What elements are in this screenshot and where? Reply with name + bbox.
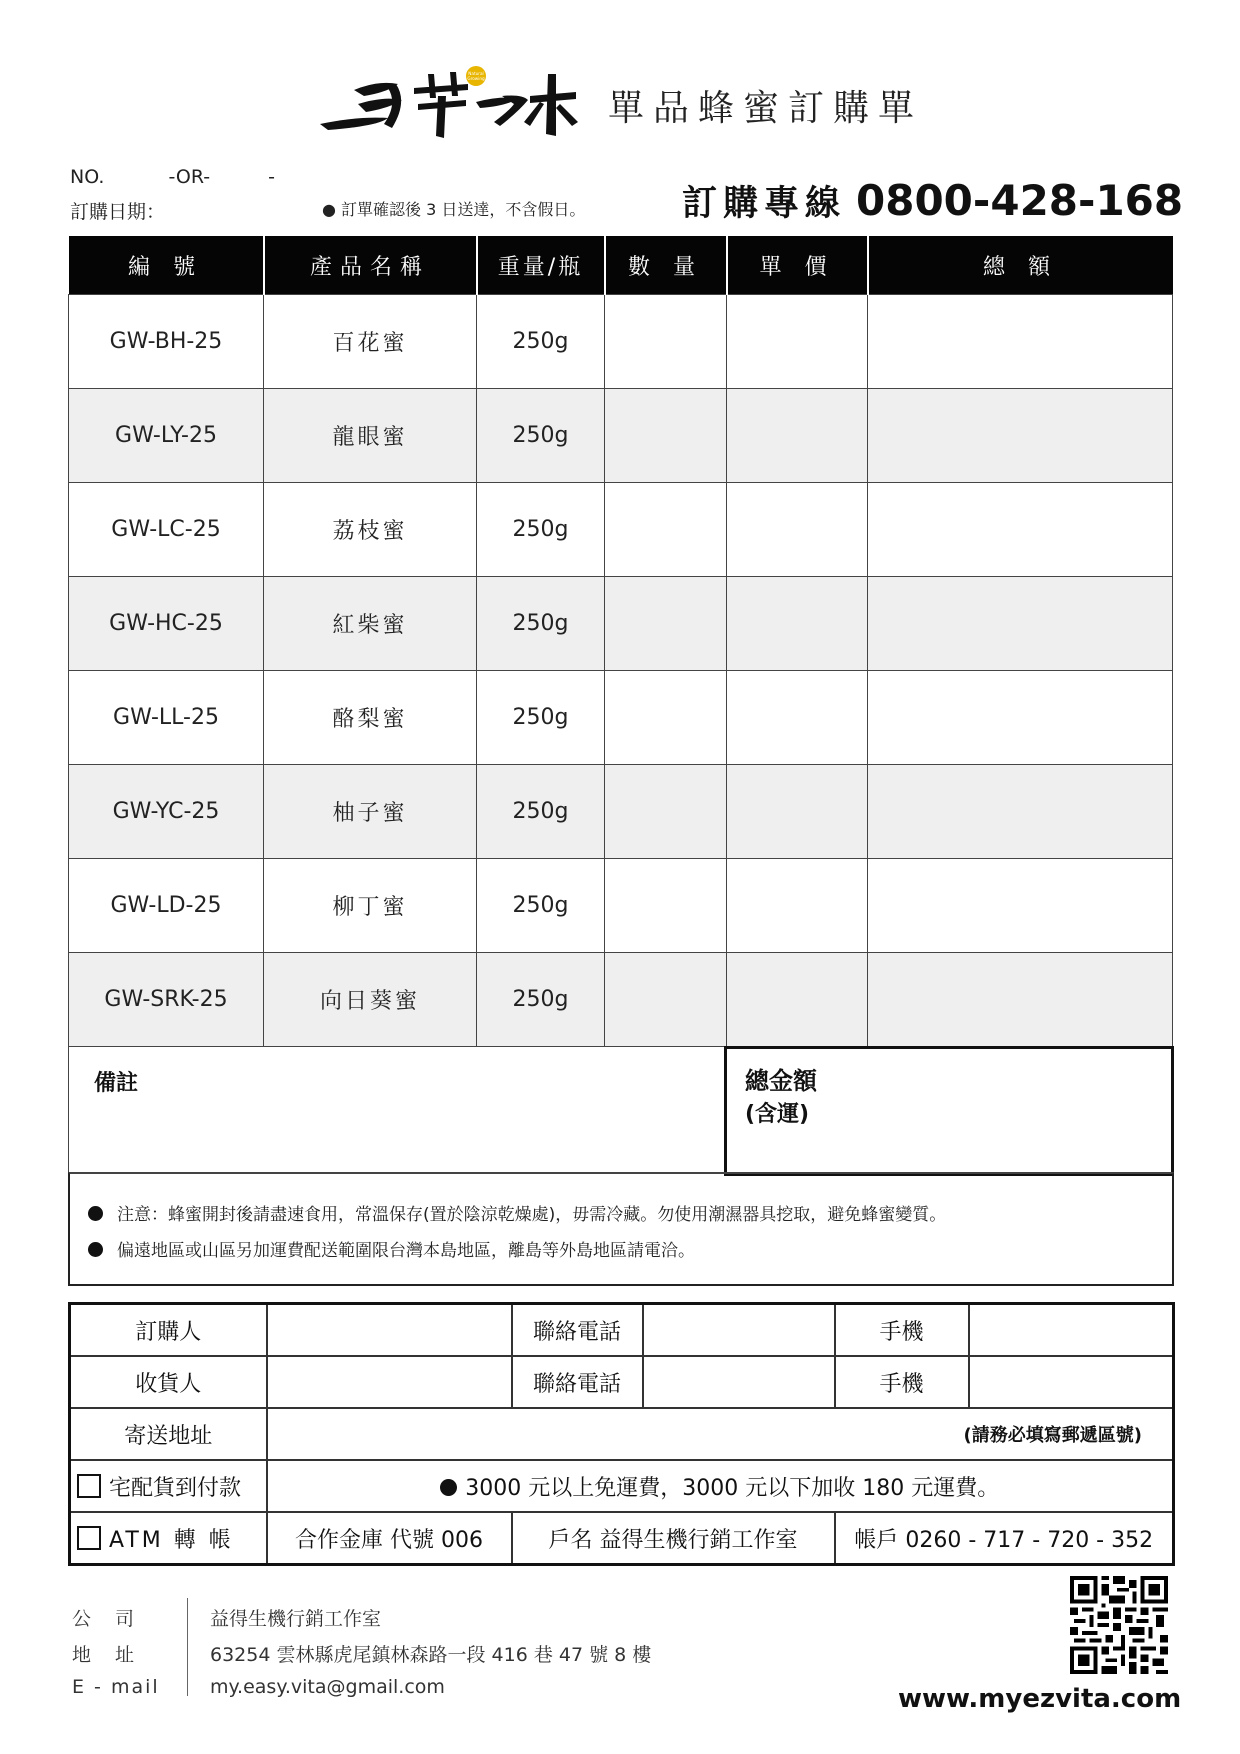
orderer-mobile-input[interactable] xyxy=(969,1304,1174,1357)
logo-badge-top: Natural xyxy=(468,71,484,76)
product-name: 向日葵蜜 xyxy=(264,953,477,1047)
brand-logo xyxy=(318,66,580,140)
unit-price-cell[interactable] xyxy=(727,295,868,389)
product-name: 龍眼蜜 xyxy=(264,389,477,483)
address-input[interactable] xyxy=(267,1408,1174,1460)
order-no-mid: -OR- xyxy=(168,166,211,188)
unit-price-cell[interactable] xyxy=(727,671,868,765)
table-row xyxy=(69,577,1173,671)
address-row xyxy=(70,1408,1174,1460)
product-weight: 250g xyxy=(477,859,605,953)
account-name: 戶名 益得生機行銷工作室 xyxy=(512,1512,835,1565)
quantity-cell[interactable] xyxy=(605,953,727,1047)
atm-label: ATM 轉 帳 xyxy=(109,1527,234,1553)
note-item xyxy=(88,1200,946,1225)
receiver-mobile-label: 手機 xyxy=(835,1356,969,1408)
note-text: 注意：蜂蜜開封後請盡速食用，常溫保存(置於陰涼乾燥處)，毋需冷藏。勿使用潮濕器具挖取，避免蜂蜜變質。 xyxy=(117,1205,947,1225)
product-name: 柚子蜜 xyxy=(264,765,477,859)
order-date-label: 訂購日期： xyxy=(70,201,166,223)
receiver-label: 收貨人 xyxy=(70,1356,267,1408)
delivery-note: ● 訂單確認後 3 日送達，不含假日。 xyxy=(322,200,586,219)
total-cell[interactable] xyxy=(868,671,1173,765)
product-name: 柳丁蜜 xyxy=(264,859,477,953)
table-row xyxy=(69,765,1173,859)
product-name: 酪梨蜜 xyxy=(264,671,477,765)
remarks-label: 備註 xyxy=(94,1071,139,1096)
cod-option[interactable] xyxy=(70,1460,267,1512)
product-weight: 250g xyxy=(477,577,605,671)
atm-option[interactable] xyxy=(70,1512,267,1565)
quantity-cell[interactable] xyxy=(605,671,727,765)
bullet-icon xyxy=(440,1479,457,1496)
receiver-mobile-input[interactable] xyxy=(969,1356,1174,1408)
company-address: 63254 雲林縣虎尾鎮林森路一段 416 巷 47 號 8 樓 xyxy=(210,1644,652,1666)
notes-box xyxy=(68,1172,1174,1286)
header-quantity: 數 量 xyxy=(605,236,727,295)
product-weight: 250g xyxy=(477,483,605,577)
cod-checkbox[interactable] xyxy=(77,1474,101,1498)
product-code: GW-LY-25 xyxy=(69,389,264,483)
product-table xyxy=(68,236,1173,1047)
total-cell[interactable] xyxy=(868,765,1173,859)
product-code: GW-LC-25 xyxy=(69,483,264,577)
product-code: GW-SRK-25 xyxy=(69,953,264,1047)
grand-total-label xyxy=(745,1064,817,1132)
unit-price-cell[interactable] xyxy=(727,389,868,483)
table-row xyxy=(69,389,1173,483)
hotline xyxy=(682,176,1183,226)
product-weight: 250g xyxy=(477,765,605,859)
receiver-phone-label: 聯絡電話 xyxy=(512,1356,643,1408)
account-number: 帳戶 0260 - 717 - 720 - 352 xyxy=(835,1512,1174,1565)
total-cell[interactable] xyxy=(868,859,1173,953)
atm-checkbox[interactable] xyxy=(77,1526,101,1550)
product-weight: 250g xyxy=(477,953,605,1047)
qr-code-icon xyxy=(1070,1576,1168,1674)
website-link[interactable]: www.myezvita.com xyxy=(898,1684,1182,1714)
order-no-dash: - xyxy=(268,166,276,188)
total-cell[interactable] xyxy=(868,483,1173,577)
quantity-cell[interactable] xyxy=(605,577,727,671)
header-total: 總 額 xyxy=(868,236,1173,295)
table-header-row xyxy=(69,236,1173,295)
bullet-icon xyxy=(88,1206,103,1221)
unit-price-cell[interactable] xyxy=(727,859,868,953)
product-code: GW-BH-25 xyxy=(69,295,264,389)
company-email[interactable]: my.easy.vita@gmail.com xyxy=(210,1676,445,1698)
bullet-icon xyxy=(88,1242,103,1257)
orderer-phone-label: 聯絡電話 xyxy=(512,1304,643,1357)
product-name: 百花蜜 xyxy=(264,295,477,389)
grand-total-title: 總金額 xyxy=(745,1067,817,1095)
company-label: 公司 xyxy=(72,1608,159,1630)
atm-row xyxy=(70,1512,1174,1565)
product-weight: 250g xyxy=(477,671,605,765)
orderer-row xyxy=(70,1304,1174,1357)
receiver-input[interactable] xyxy=(267,1356,512,1408)
table-row xyxy=(69,671,1173,765)
customer-info-table xyxy=(68,1302,1175,1566)
header-name: 產品名稱 xyxy=(264,236,477,295)
footer-divider xyxy=(187,1598,188,1696)
total-cell[interactable] xyxy=(868,389,1173,483)
product-name: 荔枝蜜 xyxy=(264,483,477,577)
quantity-cell[interactable] xyxy=(605,765,727,859)
quantity-cell[interactable] xyxy=(605,295,727,389)
receiver-phone-input[interactable] xyxy=(643,1356,835,1408)
header-weight: 重量/瓶 xyxy=(477,236,605,295)
company-name: 益得生機行銷工作室 xyxy=(210,1608,382,1630)
orderer-label: 訂購人 xyxy=(70,1304,267,1357)
bank-info: 合作金庫 代號 006 xyxy=(267,1512,512,1565)
product-code: GW-LL-25 xyxy=(69,671,264,765)
table-row xyxy=(69,859,1173,953)
table-row xyxy=(69,953,1173,1047)
order-no-prefix: NO. xyxy=(70,166,105,188)
unit-price-cell[interactable] xyxy=(727,765,868,859)
product-code: GW-HC-25 xyxy=(69,577,264,671)
page-title: 單品蜂蜜訂購單 xyxy=(608,88,924,129)
total-cell[interactable] xyxy=(868,295,1173,389)
table-row xyxy=(69,483,1173,577)
product-name: 紅柴蜜 xyxy=(264,577,477,671)
unit-price-cell[interactable] xyxy=(727,577,868,671)
receiver-row xyxy=(70,1356,1174,1408)
address-hint: (請務必填寫郵遞區號) xyxy=(963,1425,1142,1446)
header-unit-price: 單 價 xyxy=(727,236,868,295)
address-label: 寄送地址 xyxy=(70,1408,267,1460)
cod-row xyxy=(70,1460,1174,1512)
logo-badge-bottom: Growing xyxy=(467,76,485,81)
quantity-cell[interactable] xyxy=(605,859,727,953)
orderer-input[interactable] xyxy=(267,1304,512,1357)
total-cell[interactable] xyxy=(868,953,1173,1047)
header-code: 編 號 xyxy=(69,236,264,295)
orderer-phone-input[interactable] xyxy=(643,1304,835,1357)
hotline-number: 0800-428-168 xyxy=(856,176,1184,225)
product-code: GW-LD-25 xyxy=(69,859,264,953)
hotline-label: 訂購專線 xyxy=(682,184,847,224)
order-number-field[interactable] xyxy=(70,166,275,188)
unit-price-cell[interactable] xyxy=(727,953,868,1047)
unit-price-cell[interactable] xyxy=(727,483,868,577)
remarks-field[interactable] xyxy=(68,1046,725,1172)
product-weight: 250g xyxy=(477,295,605,389)
quantity-cell[interactable] xyxy=(605,483,727,577)
address-footer-label: 地址 xyxy=(72,1644,159,1666)
note-item xyxy=(88,1236,695,1261)
grand-total-sublabel: (含運) xyxy=(745,1102,810,1127)
table-row xyxy=(69,295,1173,389)
note-text: 偏遠地區或山區另加運費配送範圍限台灣本島地區，離島等外島地區請電洽。 xyxy=(117,1241,695,1261)
product-weight: 250g xyxy=(477,389,605,483)
orderer-mobile-label: 手機 xyxy=(835,1304,969,1357)
product-code: GW-YC-25 xyxy=(69,765,264,859)
shipping-note xyxy=(267,1460,1174,1512)
quantity-cell[interactable] xyxy=(605,389,727,483)
email-label: E - mail xyxy=(72,1676,160,1698)
cod-label: 宅配貨到付款 xyxy=(109,1475,242,1501)
total-cell[interactable] xyxy=(868,577,1173,671)
shipping-note-text: 3000 元以上免運費，3000 元以下加收 180 元運費。 xyxy=(465,1475,1000,1501)
